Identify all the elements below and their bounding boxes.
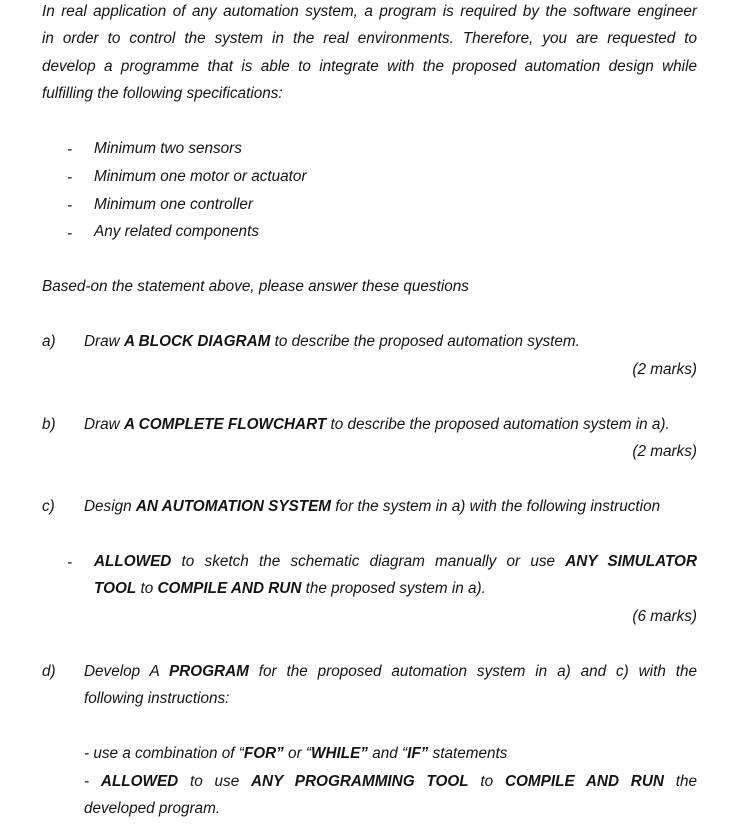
bold-run: IF” — [407, 745, 429, 762]
list-item: Minimum one controller — [94, 196, 253, 213]
text-run: or “ — [283, 745, 312, 762]
text-run: to describe the proposed automation system in a). — [326, 416, 670, 433]
question-label: c) — [42, 498, 55, 515]
text-run: the — [663, 773, 698, 790]
bold-run: PROGRAM — [168, 663, 249, 680]
intro-line: develop a programme that is able to integrate with the proposed automation design while — [42, 58, 697, 75]
question-label: d) — [42, 663, 56, 680]
marks: (2 marks) — [632, 361, 697, 378]
instruction-line — [94, 552, 697, 572]
list-item: Minimum two sensors — [94, 140, 242, 157]
list-item: Minimum one motor or actuator — [94, 168, 307, 185]
question-text — [84, 332, 580, 352]
bold-run: ANY SIMULATOR — [565, 553, 697, 570]
text-run: to describe the proposed automation system. — [270, 333, 580, 350]
list-bullet: - — [67, 554, 73, 571]
list-bullet: - — [67, 141, 73, 158]
text-run: Draw — [84, 333, 124, 350]
text-run: the proposed system in a). — [301, 580, 486, 597]
question-label: b) — [42, 416, 56, 433]
text-run: Draw — [84, 416, 124, 433]
question-label: a) — [42, 333, 56, 350]
list-bullet: - — [67, 197, 73, 214]
instruction-line — [84, 744, 507, 764]
question-text — [84, 662, 697, 682]
bold-run: ALLOWED — [100, 773, 179, 790]
question-text: following instructions: — [84, 690, 230, 707]
bold-run: COMPILE AND RUN — [157, 580, 302, 597]
bold-run: ANY PROGRAMMING TOOL — [251, 773, 469, 790]
bold-run: A COMPLETE FLOWCHART — [123, 416, 327, 433]
marks: (2 marks) — [632, 443, 697, 460]
intro-line: in order to control the system in the real environments. Therefore, you are requested to — [42, 30, 697, 47]
bold-run: COMPILE AND RUN — [504, 773, 664, 790]
list-bullet: - — [67, 225, 73, 242]
intro-line: fulfilling the following specifications: — [42, 85, 283, 102]
instruction-line — [84, 772, 697, 792]
bold-run: TOOL — [94, 580, 137, 597]
text-run: and “ — [367, 745, 408, 762]
text-run: to — [468, 773, 505, 790]
lead-sentence: Based-on the statement above, please answer these questions — [42, 278, 469, 295]
question-text — [84, 415, 670, 435]
text-run: for the system in a) with the following instruction — [331, 498, 661, 515]
text-run: to — [136, 580, 158, 597]
text-run: Design — [84, 498, 136, 515]
text-run: - use a combination of “ — [84, 745, 244, 762]
list-item: Any related components — [94, 223, 259, 240]
bold-run: AN AUTOMATION SYSTEM — [135, 498, 332, 515]
text-run: to sketch the schematic diagram manually or use — [171, 553, 566, 570]
instruction-line — [94, 579, 486, 599]
text-run: to use — [178, 773, 251, 790]
intro-line: In real application of any automation system, a program is required by the software engineer — [42, 3, 697, 20]
text-run: statements — [428, 745, 508, 762]
bold-run: ALLOWED — [94, 553, 172, 570]
question-text — [84, 497, 660, 517]
text-run: for the proposed automation system in a) and c) with the — [248, 663, 697, 680]
instruction-line: developed program. — [84, 800, 221, 817]
bold-run: FOR” — [243, 745, 284, 762]
bold-run: WHILE” — [311, 745, 368, 762]
list-bullet: - — [67, 169, 73, 186]
marks: (6 marks) — [632, 608, 697, 625]
text-run: Develop A — [84, 663, 169, 680]
text-run: - — [84, 773, 101, 790]
bold-run: A BLOCK DIAGRAM — [123, 333, 271, 350]
